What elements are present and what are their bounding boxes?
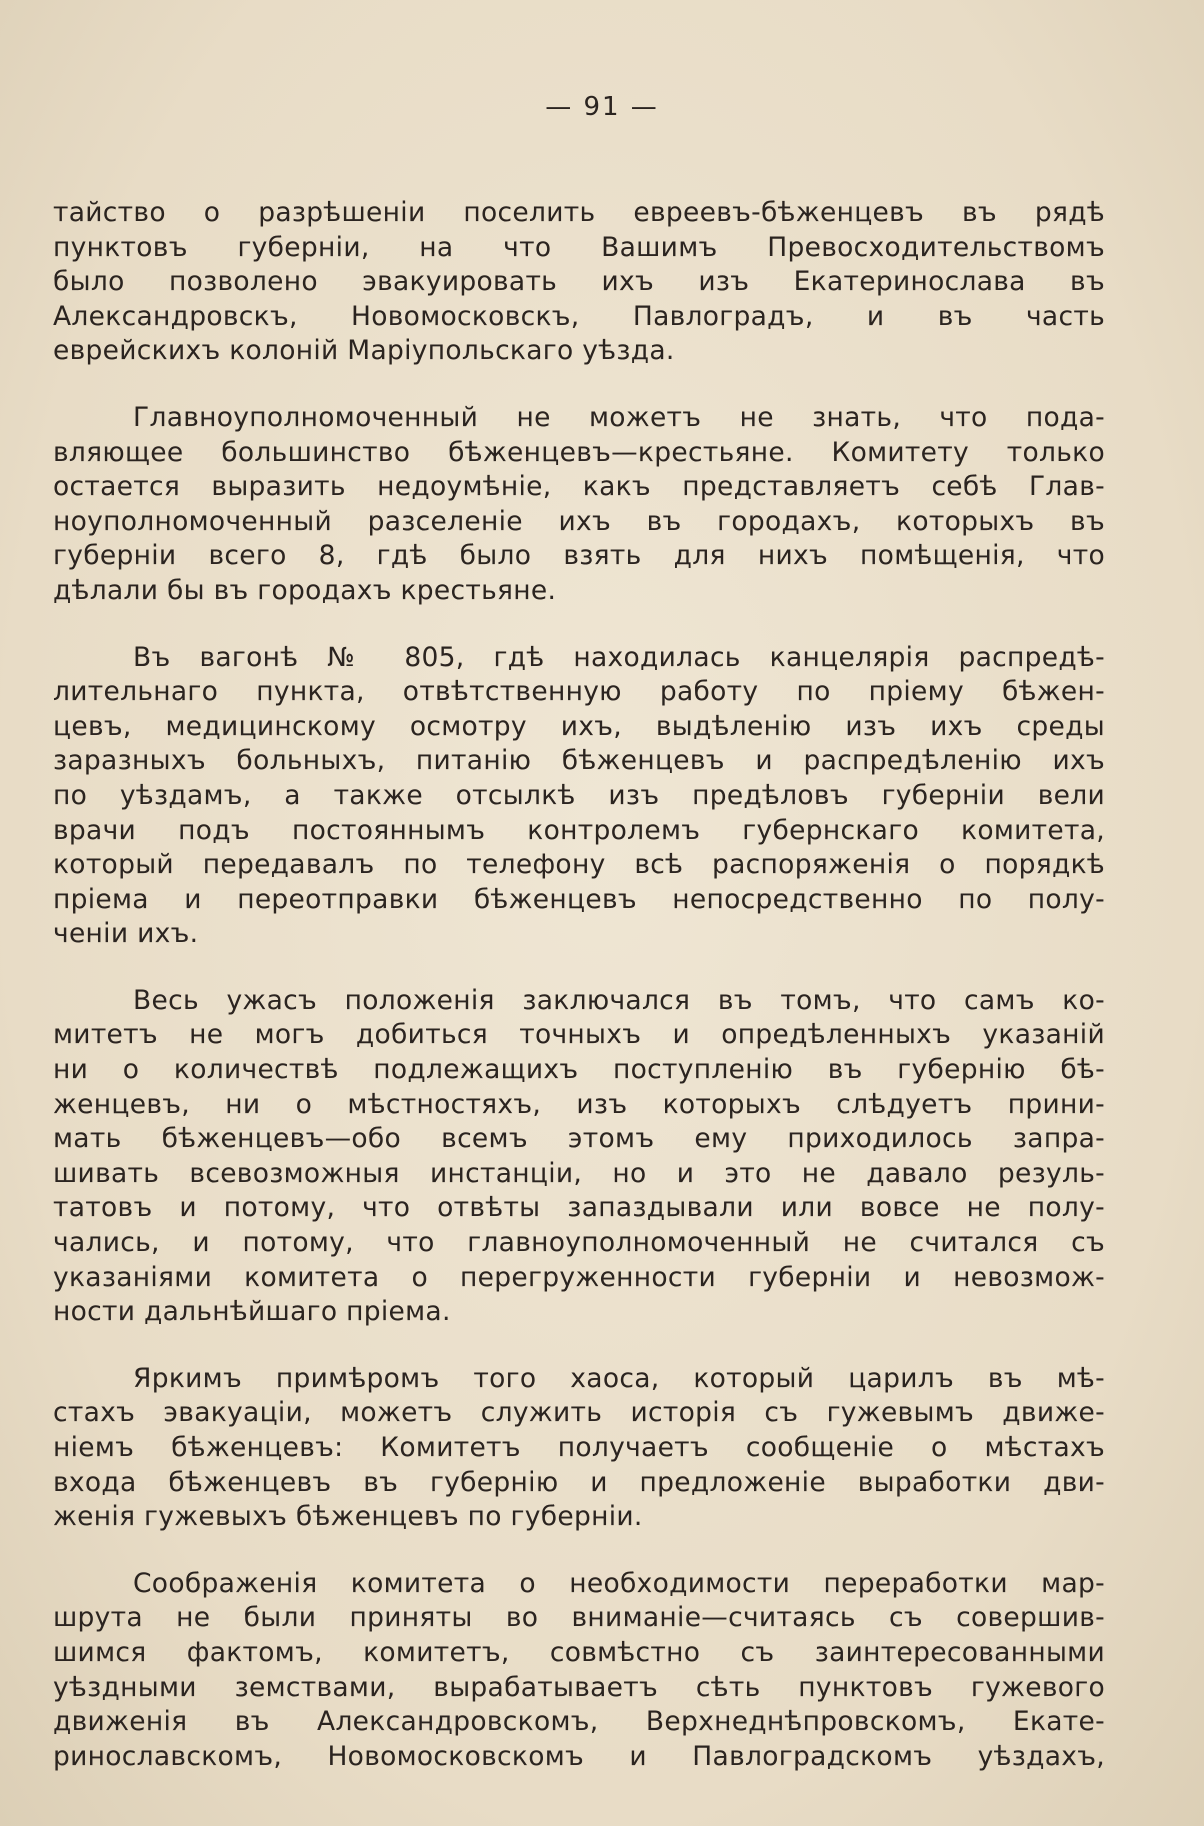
text-line: врачи подъ постояннымъ контролемъ губернскаго комитета, [53,814,1105,846]
text-line: лительнаго пункта, отвѣтственную работу по прiему бѣжен- [53,676,1105,708]
text-line: шимся фактомъ, комитетъ, совмѣстно съ заинтересованными [53,1636,1105,1668]
text-line: нiемъ бѣженцевъ: Комитетъ получаетъ сообщенiе о мѣстахъ [53,1432,1105,1463]
text-line: цевъ, медицинскому осмотру ихъ, выдѣленiю изъ ихъ среды [53,710,1105,742]
text-line: татовъ и потому, что отвѣты запаздывали или вовсе не полу- [53,1192,1105,1224]
text-line: пунктовъ губернiи, на что Вашимъ Превосходительствомъ [53,231,1105,263]
paragraph [53,1362,1105,1535]
text-line: ни о количествѣ подлежащихъ поступленiю въ губернiю бѣ- [53,1054,1105,1086]
text-line: шрута не были приняты во вниманiе—считаясь съ совершив- [53,1602,1105,1634]
text-line: было позволено эвакуировать ихъ изъ Екатеринослава въ [53,266,1105,298]
text-line: вляющее большинство бѣженцевъ—крестьяне. Комитету только [53,436,1105,468]
text-line: женцевъ, ни о мѣстностяхъ, изъ которыхъ слѣдуетъ прини- [53,1088,1105,1120]
body-text [53,196,1105,1806]
text-line: ринославскомъ, Новомосковскомъ и Павлоградскомъ уѣздахъ, [53,1740,1105,1772]
text-line: шивать всевозможныя инстанцiи, но и это не давало резуль- [53,1157,1105,1189]
text-line: женiя гужевыхъ бѣженцевъ по губернiи. [53,1501,643,1533]
paragraph [53,1567,1105,1775]
text-line: тайство о разрѣшенiи поселить евреевъ-бѣженцевъ въ рядѣ [53,197,1105,228]
text-line: чались, и потому, что главноуполномоченный не считался съ [53,1227,1105,1259]
text-line: Весь ужасъ положенiя заключался въ томъ, что самъ ко- [133,984,1105,1016]
text-line: мать бѣженцевъ—обо всемъ этомъ ему приходилось запра- [53,1123,1105,1155]
text-line: ченiи ихъ. [53,918,199,950]
text-line: губернiи всего 8, гдѣ было взять для нихъ помѣщенiя, что [53,540,1105,572]
text-line: Главноуполномоченный не можетъ не знать, что пода- [133,401,1105,433]
text-line: который передавалъ по телефону всѣ распоряженiя о порядкѣ [53,849,1105,881]
text-line: входа бѣженцевъ въ губернiю и предложенiе выработки дви- [53,1466,1105,1498]
paragraph [53,196,1105,369]
paragraph [53,641,1105,952]
text-line: Въ вагонѣ № 805, гдѣ находилась канцелярiя распредѣ- [133,641,1105,673]
text-line: по уѣздамъ, а также отсылкѣ изъ предѣловъ губернiи вели [53,779,1105,811]
paragraph [53,984,1105,1330]
text-line: ности дальнѣйшаго прiема. [53,1296,451,1328]
text-line: Александровскъ, Новомосковскъ, Павлоградъ, и въ часть [53,300,1105,332]
text-line: ноуполномоченный разселенiе ихъ въ городахъ, которыхъ въ [53,505,1105,537]
text-line: прiема и переотправки бѣженцевъ непосредственно по полу- [53,883,1105,915]
text-line: митетъ не могъ добиться точныхъ и опредѣленныхъ указанiй [53,1019,1105,1051]
text-line: дѣлали бы въ городахъ крестьяне. [53,574,557,606]
page-number: — 91 — [545,92,659,122]
text-line: движенiя въ Александровскомъ, Верхнеднѣпровскомъ, Екате- [53,1706,1105,1738]
paragraph [53,401,1105,609]
text-line: уѣздными земствами, вырабатываетъ сѣть пунктовъ гужевого [53,1671,1105,1703]
text-line: еврейскихъ колонiй Марiупольскаго уѣзда. [53,335,675,367]
text-line: остается выразить недоумѣнiе, какъ представляетъ себѣ Глав- [53,471,1105,503]
text-line: стахъ эвакуацiи, можетъ служить исторiя съ гужевымъ движе- [53,1397,1105,1429]
text-line: указанiями комитета о перегруженности губернiи и невозмож- [53,1261,1105,1293]
text-line: Яркимъ примѣромъ того хаоса, который царилъ въ мѣ- [133,1362,1105,1394]
text-line: заразныхъ больныхъ, питанiю бѣженцевъ и распредѣленiю ихъ [53,745,1105,777]
text-line: Соображенiя комитета о необходимости переработки мар- [133,1567,1105,1599]
